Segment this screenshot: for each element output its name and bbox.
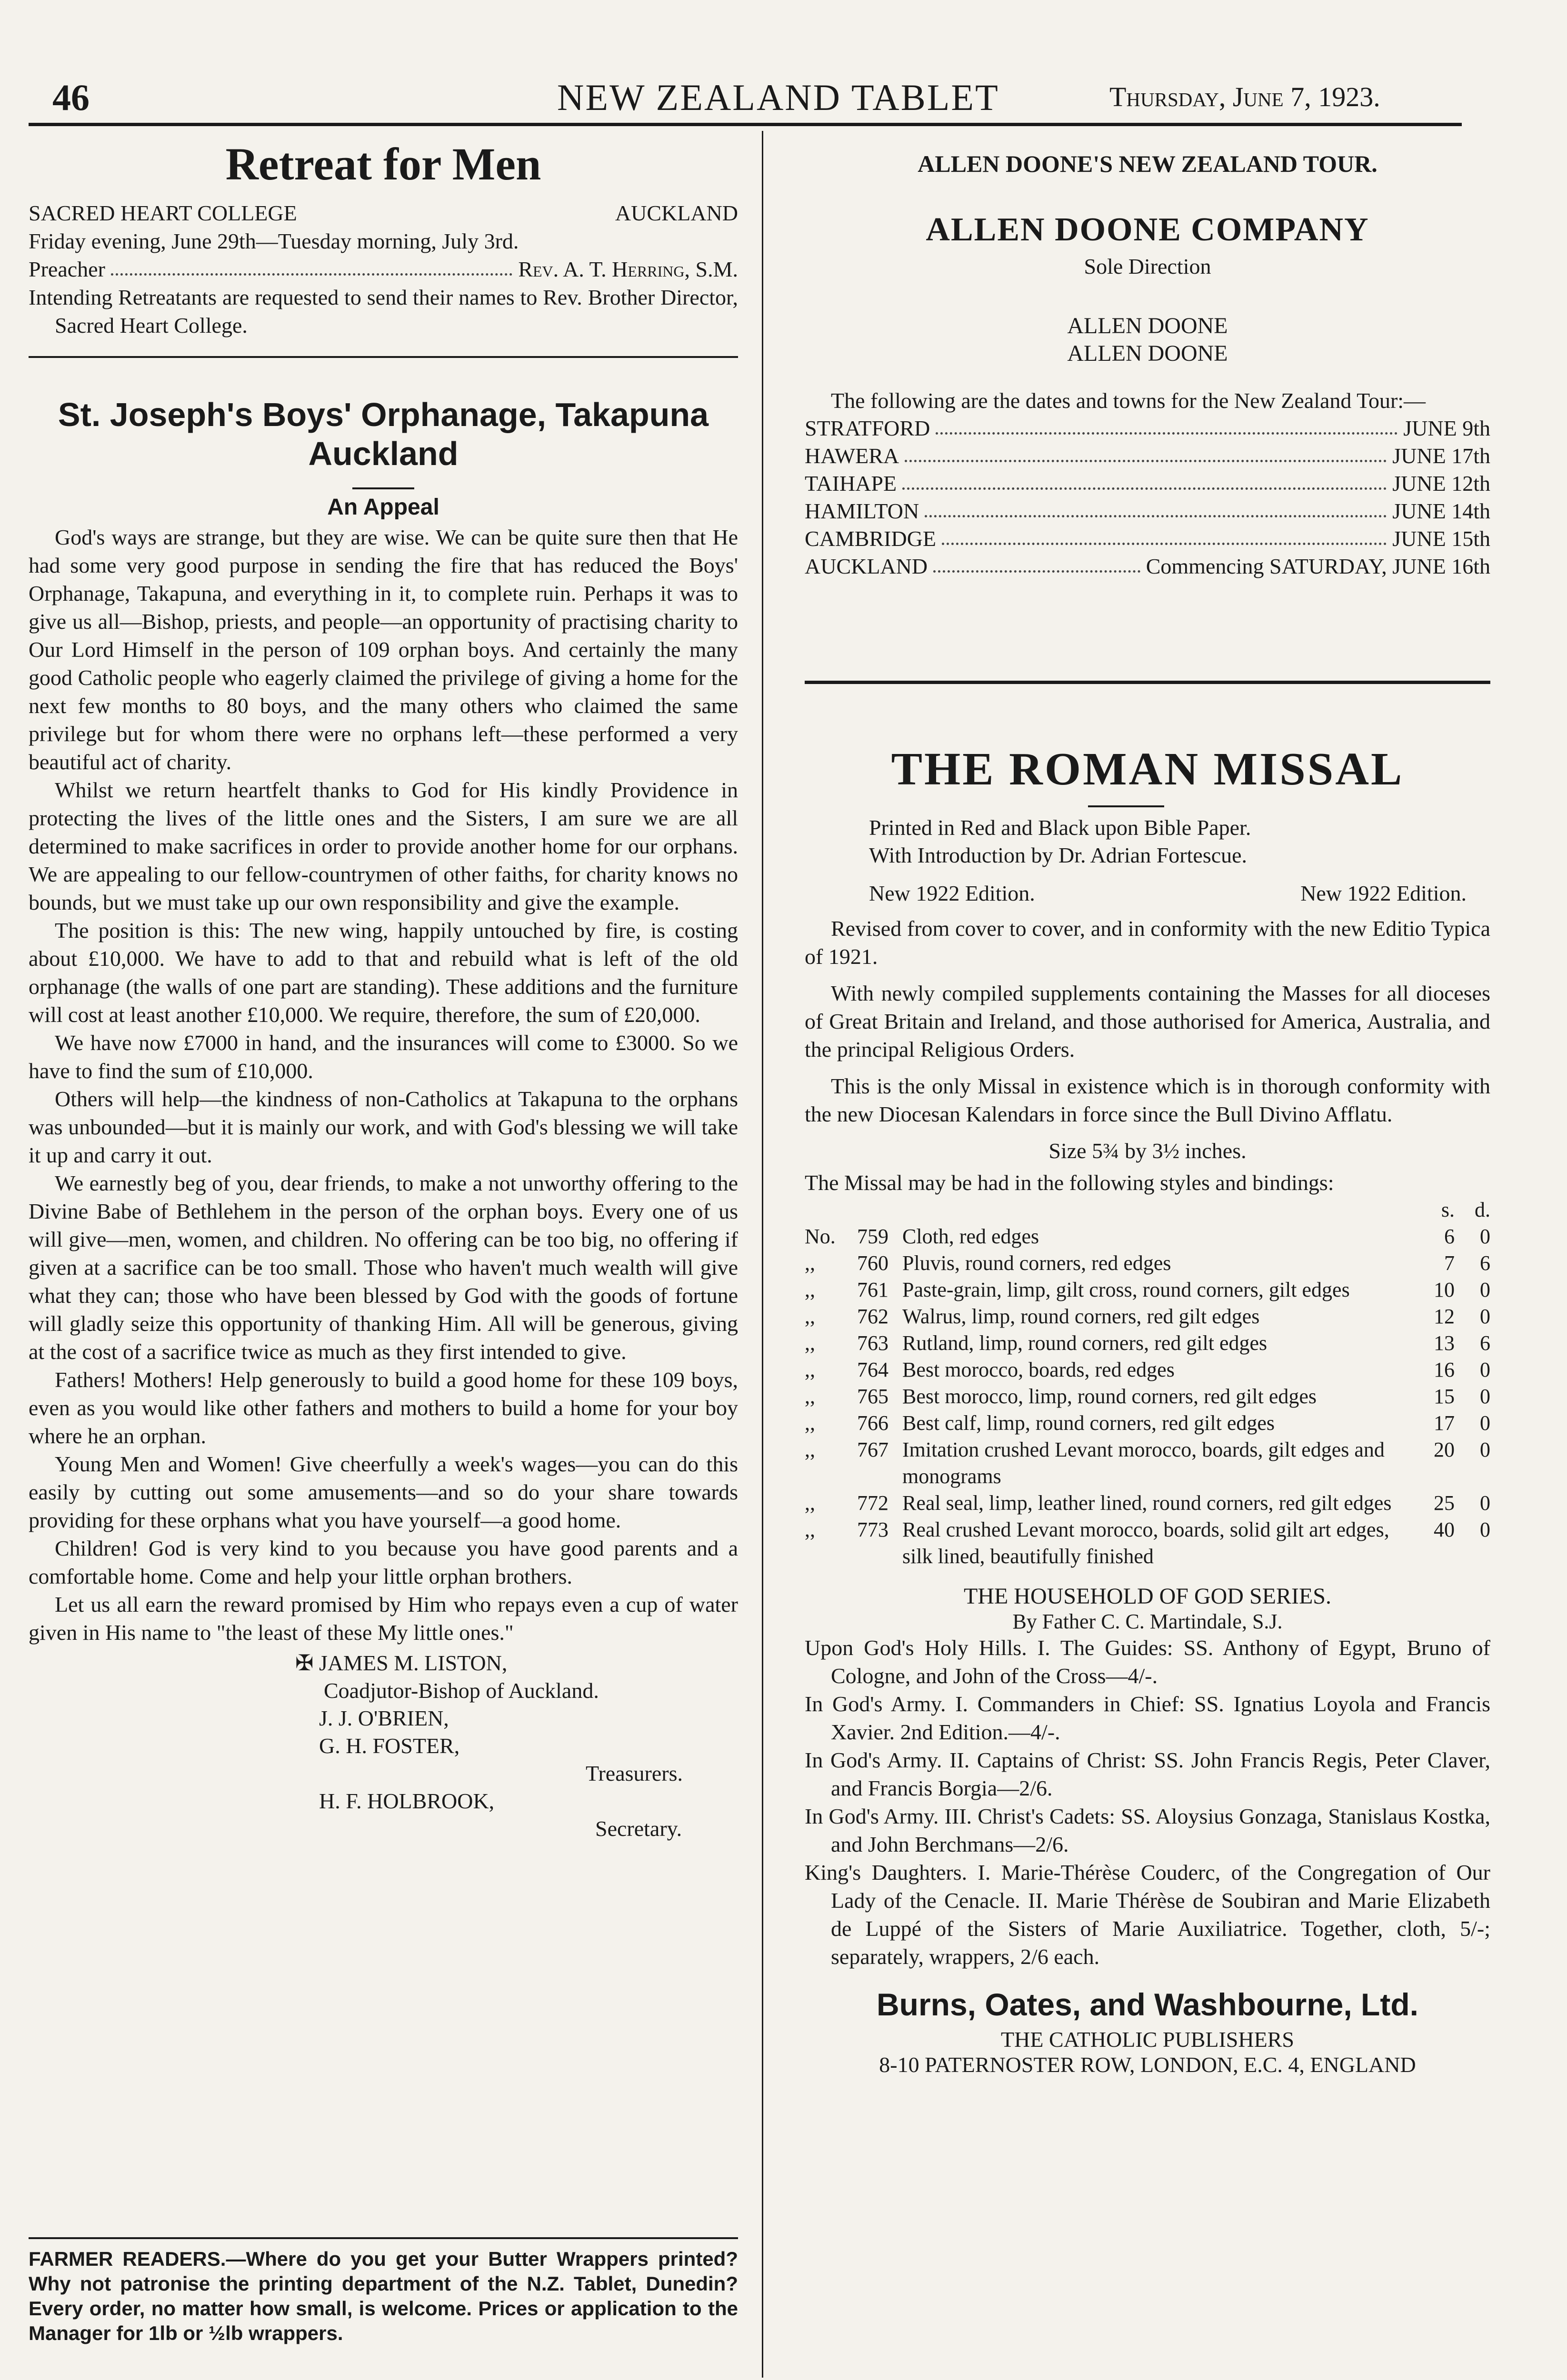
appeal-paragraph: Children! God is very kind to you because you have good parents and a comfortable home. Come and help your little orphan brothers. <box>29 1536 738 1588</box>
signatory-title: Coadjutor-Bishop of Auckland. <box>324 1678 599 1703</box>
signatory-name: ✠ JAMES M. LISTON, <box>295 1651 508 1675</box>
appeal-paragraph: Young Men and Women! Give cheerfully a week's wages—you can do this easily by cutting out some amusements—and so do your share towards providing for these orphans what you have yourself—a good home. <box>29 1452 738 1532</box>
item-prefix: ,, <box>805 1518 815 1541</box>
item-shillings: 40 <box>1434 1518 1455 1541</box>
price-row <box>805 1330 1490 1357</box>
tour-row <box>805 553 1490 580</box>
tour-title: ALLEN DOONE'S NEW ZEALAND TOUR. <box>918 150 1377 177</box>
treasurer-name: G. H. FOSTER, <box>319 1734 460 1758</box>
item-description: Imitation crushed Levant morocco, boards, gilt edges and monograms <box>902 1438 1385 1488</box>
retreat-title: Retreat for Men <box>225 139 541 189</box>
tour-row <box>805 497 1490 525</box>
item-pence: 6 <box>1480 1331 1490 1355</box>
book-entry: In God's Army. III. Christ's Cadets: SS. Aloysius Gonzaga, Stanislaus Kostka, and John Berchmans—2/6. <box>805 1804 1490 1856</box>
farmer-lead: FARMER READERS. <box>29 2248 226 2270</box>
item-prefix: ,, <box>805 1358 815 1381</box>
missal-edition: New 1922 Edition. <box>1300 881 1467 905</box>
item-shillings: 7 <box>1444 1251 1455 1275</box>
missal-line: Printed in Red and Black upon Bible Paper. <box>869 815 1251 840</box>
appeal-paragraph: Let us all earn the reward promised by Him who repays even a cup of water given in His name to "the least of these My little ones." <box>29 1592 738 1645</box>
missal-ad <box>805 743 1490 2077</box>
item-shillings: 25 <box>1434 1491 1455 1515</box>
tour-date: JUNE 12th <box>1392 471 1490 496</box>
leader-dots <box>925 497 1387 517</box>
missal-line: With Introduction by Dr. Adrian Fortescue. <box>869 843 1248 867</box>
treasurers-label: Treasurers. <box>586 1761 683 1785</box>
item-description: Paste-grain, limp, gilt cross, round corners, gilt edges <box>902 1278 1350 1301</box>
appeal-paragraph: We have now £7000 in hand, and the insurances will come to £3000. So we have to find the sum of £10,000. <box>29 1031 738 1083</box>
tour-intro: The following are the dates and towns for the New Zealand Tour:— <box>831 388 1426 413</box>
publisher-tag: THE CATHOLIC PUBLISHERS <box>1001 2027 1294 2052</box>
item-pence: 0 <box>1480 1385 1490 1408</box>
retreat-note: Intending Retreatants are requested to send their names to Rev. Brother Director, Sacred Heart College. <box>29 285 738 337</box>
price-row <box>805 1223 1490 1250</box>
appeal-paragraph: God's ways are strange, but they are wise. We can be quite sure then that He had some very good purpose in sending the fire that has reduced the Boys' Orphanage, Takapuna, and everything in it, to complete ruin. Perhaps it was to give us all—Bishop, priests, and people—an opportunity of practising charity to Our Lord Himself in the person of 109 orphan boys. And certainly the many good Catholic people who eagerly claimed the privilege of giving a home for the next few months to 80 boys, and the many others who claimed the same privilege but for whom there were no orphans left—these performed a very beautiful act of charity. <box>29 525 738 774</box>
price-row <box>805 1277 1490 1303</box>
price-row <box>805 1517 1490 1570</box>
item-shillings: 20 <box>1434 1438 1455 1461</box>
masthead-title: NEW ZEALAND TABLET <box>557 77 999 118</box>
retreat-notice <box>29 138 738 339</box>
retreat-college: SACRED HEART COLLEGE <box>29 201 297 225</box>
item-description: Best calf, limp, round corners, red gilt edges <box>902 1411 1275 1435</box>
item-shillings: 13 <box>1434 1331 1455 1355</box>
orphanage-title: St. Joseph's Boys' Orphanage, Takapuna Auckland <box>58 396 709 472</box>
appeal-body <box>29 523 738 1646</box>
tour-row <box>805 415 1490 442</box>
retreat-city: AUCKLAND <box>615 201 738 225</box>
orphanage-appeal <box>29 395 738 1843</box>
divider <box>29 2237 738 2239</box>
item-pence: 0 <box>1480 1438 1490 1461</box>
missal-size: Size 5¾ by 3½ inches. <box>1048 1139 1247 1163</box>
item-pence: 0 <box>1480 1518 1490 1541</box>
tour-town: AUCKLAND <box>805 554 928 578</box>
price-row <box>805 1383 1490 1410</box>
divider <box>29 356 738 358</box>
leader-dots <box>111 273 512 276</box>
price-row <box>805 1250 1490 1277</box>
page-number: 46 <box>52 77 90 118</box>
item-description: Cloth, red edges <box>902 1225 1039 1248</box>
item-number: 762 <box>857 1305 888 1328</box>
leader-dots <box>933 553 1140 573</box>
tour-date: JUNE 14th <box>1392 499 1490 523</box>
item-shillings: 6 <box>1444 1225 1455 1248</box>
item-pence: 0 <box>1480 1358 1490 1381</box>
price-row <box>805 1303 1490 1330</box>
missal-paragraph: Revised from cover to cover, and in conformity with the new Editio Typica of 1921. <box>805 916 1490 969</box>
item-pence: 0 <box>1480 1491 1490 1515</box>
item-pence: 0 <box>1480 1278 1490 1301</box>
item-shillings: 10 <box>1434 1278 1455 1301</box>
appeal-signatures <box>29 1649 738 1843</box>
book-entry: Upon God's Holy Hills. I. The Guides: SS. Anthony of Egypt, Bruno of Cologne, and John of the Cross—4/-. <box>805 1636 1490 1688</box>
tour-date: JUNE 9th <box>1403 416 1490 440</box>
doone-name: ALLEN DOONE <box>1067 341 1228 366</box>
retreat-schedule: Friday evening, June 29th—Tuesday morning, July 3rd. <box>29 229 519 253</box>
doone-name: ALLEN DOONE <box>1067 313 1228 338</box>
appeal-subtitle: An Appeal <box>327 495 439 520</box>
item-pence: 0 <box>1480 1225 1490 1248</box>
item-number: 764 <box>857 1358 888 1381</box>
tour-date: JUNE 15th <box>1392 526 1490 551</box>
book-entry: In God's Army. II. Captains of Christ: SS. John Francis Regis, Peter Claver, and Francis Borgia—2/6. <box>805 1748 1490 1800</box>
short-rule <box>352 487 414 489</box>
item-shillings: 17 <box>1434 1411 1455 1435</box>
tour-town: HAMILTON <box>805 499 919 523</box>
missal-paragraph: With newly compiled supplements containing the Masses for all dioceses of Great Britain and Ireland, and those authorised for America, Australia, and the principal Religious Orders. <box>805 981 1490 1061</box>
item-shillings: 16 <box>1434 1358 1455 1381</box>
item-prefix: ,, <box>805 1331 815 1355</box>
book-list <box>805 1634 1490 1971</box>
farmer-notice <box>29 2247 738 2346</box>
tour-town: STRATFORD <box>805 416 930 440</box>
item-shillings: 15 <box>1434 1385 1455 1408</box>
item-number: 773 <box>857 1518 888 1541</box>
company-direction: Sole Direction <box>1084 254 1211 278</box>
item-description: Rutland, limp, round corners, red gilt edges <box>902 1331 1268 1355</box>
leader-dots <box>905 442 1387 462</box>
item-prefix: ,, <box>805 1438 815 1461</box>
item-number: 767 <box>857 1438 888 1461</box>
item-description: Real seal, limp, leather lined, round corners, red gilt edges <box>902 1491 1392 1515</box>
household-title: THE HOUSEHOLD OF GOD SERIES. <box>963 1584 1331 1609</box>
item-prefix: ,, <box>805 1491 815 1515</box>
divider <box>805 681 1490 684</box>
treasurer-name: J. J. O'BRIEN, <box>319 1706 449 1730</box>
price-header-row <box>805 1197 1490 1223</box>
item-shillings: 12 <box>1434 1305 1455 1328</box>
item-description: Walrus, limp, round corners, red gilt edges <box>902 1305 1260 1328</box>
item-number: 761 <box>857 1278 888 1301</box>
tour-date: JUNE 17th <box>1392 444 1490 468</box>
company-name: ALLEN DOONE COMPANY <box>926 211 1369 248</box>
short-rule <box>1088 805 1164 807</box>
tour-town: CAMBRIDGE <box>805 526 937 551</box>
price-row <box>805 1490 1490 1517</box>
item-description: Pluvis, round corners, red edges <box>902 1251 1171 1275</box>
issue-date: Thursday, June 7, 1923. <box>1109 81 1380 112</box>
appeal-paragraph: Others will help—the kindness of non-Catholics at Takapuna to the orphans was unbounded—but it is mainly our work, and with God's blessing we will take it up and carry it out. <box>29 1087 738 1167</box>
missal-styles-intro: The Missal may be had in the following styles and bindings: <box>805 1170 1334 1195</box>
leader-dots <box>936 415 1397 435</box>
tour-town: TAIHAPE <box>805 471 897 496</box>
appeal-paragraph: Fathers! Mothers! Help generously to build a good home for these 109 boys, even as you would like other fathers and mothers to build a home for your boy where he an orphan. <box>29 1368 738 1448</box>
leader-dots <box>942 525 1387 545</box>
tour-list <box>805 415 1490 580</box>
pence-header: d. <box>1475 1198 1490 1221</box>
farmer-text: —Where do you get your Butter Wrappers printed? Why not patronise the printing department of the N.Z. Tablet, Dunedin? Every order, no matter how small, is welcome. Prices or application to the Manager for 1lb or ½lb wrappers. <box>29 2248 738 2344</box>
appeal-paragraph: The position is this: The new wing, happily untouched by fire, is costing about £10,000. We have to add to that and rebuild what is left of the old orphanage (the walls of one part are standing). These additions and the furniture will cost at least another £10,000. We require, therefore, the sum of £20,000. <box>29 918 738 1027</box>
secretary-label: Secretary. <box>595 1816 682 1841</box>
item-number: 763 <box>857 1331 888 1355</box>
tour-row <box>805 525 1490 553</box>
item-pence: 0 <box>1480 1305 1490 1328</box>
item-pence: 0 <box>1480 1411 1490 1435</box>
item-prefix: ,, <box>805 1385 815 1408</box>
item-prefix: ,, <box>805 1251 815 1275</box>
price-row <box>805 1437 1490 1490</box>
item-prefix: ,, <box>805 1305 815 1328</box>
tour-row <box>805 470 1490 497</box>
price-table <box>805 1197 1490 1570</box>
publisher-name: Burns, Oates, and Washbourne, Ltd. <box>877 1987 1418 2022</box>
price-row <box>805 1357 1490 1383</box>
item-description: Best morocco, boards, red edges <box>902 1358 1175 1381</box>
book-entry: King's Daughters. I. Marie-Thérèse Couderc, of the Congregation of Our Lady of the Cenacle. II. Marie Thérèse de Soubiran and Marie Elizabeth de Luppé of the Sisters of Marie Auxiliatrice. Together, cloth, 5/-; separately, wrappers, 2/6 each. <box>805 1860 1490 1969</box>
item-description: Real crushed Levant morocco, boards, solid gilt art edges, silk lined, beautifully finished <box>902 1518 1389 1568</box>
leader-dots <box>902 470 1387 490</box>
tour-row <box>805 442 1490 470</box>
missal-paragraph: This is the only Missal in existence which is in thorough conformity with the new Diocesan Kalendars in force since the Bull Divino Afflatu. <box>805 1074 1490 1126</box>
tour-town: HAWERA <box>805 444 899 468</box>
item-prefix: ,, <box>805 1278 815 1301</box>
item-prefix: No. <box>805 1225 836 1248</box>
header-rule <box>29 123 1462 126</box>
column-rule <box>762 131 763 2378</box>
missal-edition: New 1922 Edition. <box>869 881 1035 905</box>
missal-title: THE ROMAN MISSAL <box>891 744 1404 795</box>
item-pence: 6 <box>1480 1251 1490 1275</box>
item-description: Best morocco, limp, round corners, red gilt edges <box>902 1385 1317 1408</box>
item-number: 760 <box>857 1251 888 1275</box>
household-author: By Father C. C. Martindale, S.J. <box>1012 1610 1283 1633</box>
tour-date: Commencing SATURDAY, JUNE 16th <box>1146 554 1490 578</box>
price-row <box>805 1410 1490 1437</box>
item-number: 759 <box>857 1225 888 1248</box>
item-prefix: ,, <box>805 1411 815 1435</box>
secretary-name: H. F. HOLBROOK, <box>319 1789 495 1813</box>
doone-tour-ad <box>805 150 1490 580</box>
item-number: 766 <box>857 1411 888 1435</box>
shillings-header: s. <box>1441 1198 1455 1221</box>
retreat-preacher: Rev. A. T. Herring, S.M. <box>518 257 738 281</box>
book-entry: In God's Army. I. Commanders in Chief: SS. Ignatius Loyola and Francis Xavier. 2nd Edition.—4/-. <box>805 1692 1490 1744</box>
retreat-preacher-label: Preacher <box>29 257 105 281</box>
item-number: 772 <box>857 1491 888 1515</box>
publisher-address: 8-10 PATERNOSTER ROW, LONDON, E.C. 4, ENGLAND <box>879 2053 1416 2077</box>
appeal-paragraph: We earnestly beg of you, dear friends, to make a not unworthy offering to the Divine Babe of Bethlehem in the person of the orphan boys. Every one of us will give—men, women, and children. No offering can be too big, no offering if given at a sacrifice can be too small. Those who haven't much wealth will give what they can; those who have been blessed by God with the goods of fortune will gladly seize this opportunity of thanking Him. All will be generous, giving at the cost of a sacrifice twice as much as they first intended to give. <box>29 1171 738 1364</box>
item-number: 765 <box>857 1385 888 1408</box>
appeal-paragraph: Whilst we return heartfelt thanks to God for His kindly Providence in protecting the lives of the little ones and the Sisters, I am sure we are all determined to make sacrifices in order to provide another home for our orphans. We are appealing to our fellow-countrymen of other faiths, for charity knows no bounds, but we must take up our own responsibility and give the example. <box>29 778 738 914</box>
